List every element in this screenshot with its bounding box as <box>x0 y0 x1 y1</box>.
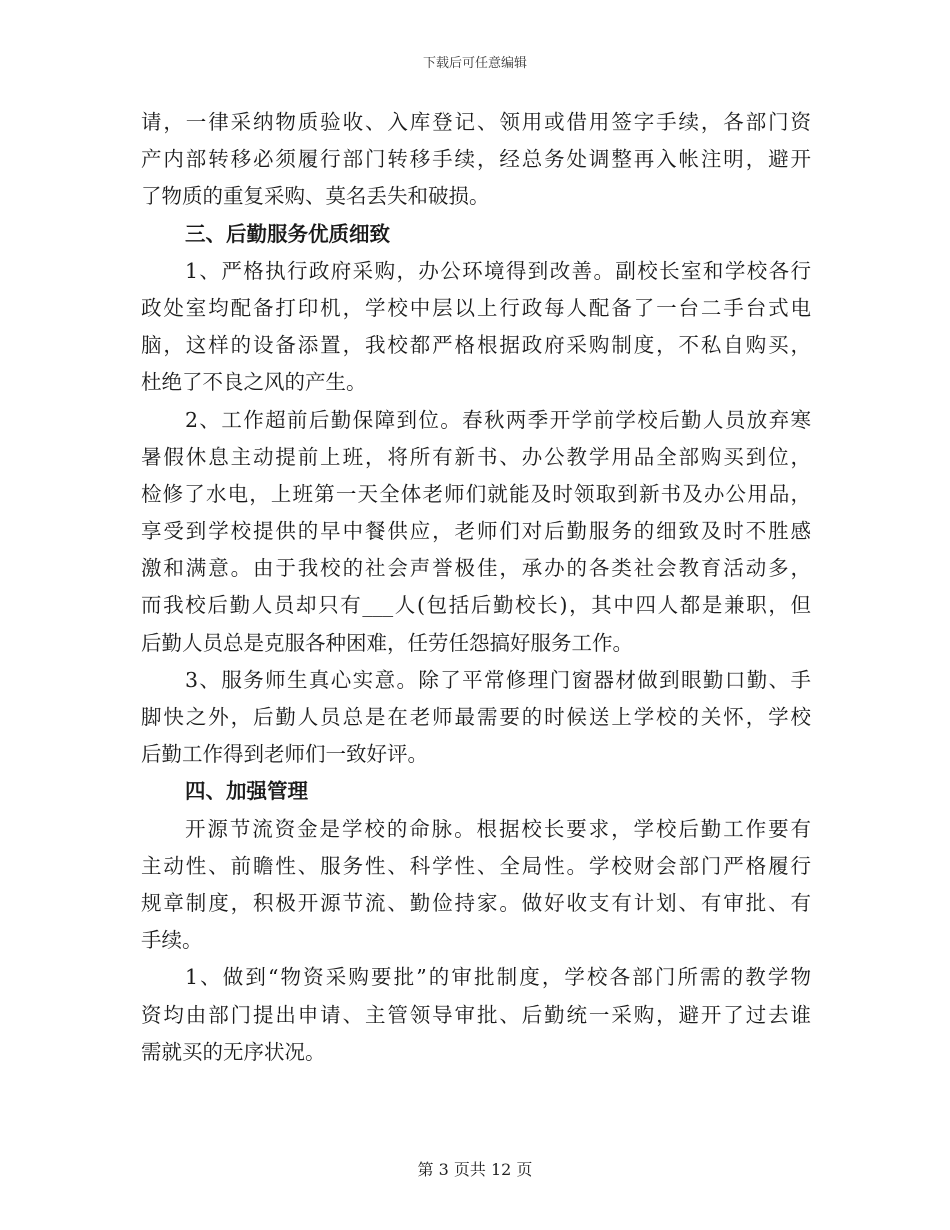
text-line: 主动性、前瞻性、服务性、科学性、全局性。学校财会部门严格履行 <box>141 853 811 878</box>
text-line: 资均由部门提出申请、主管领导审批、后勤统一采购，避开了过去谁 <box>141 1002 811 1027</box>
text-line: 杜绝了不良之风的产生。 <box>141 370 367 395</box>
text-line: 暑假休息主动提前上班，将所有新书、办公教学用品全部购买到位， <box>141 444 811 469</box>
section-heading: 三、后勤服务优质细致 <box>185 221 390 246</box>
text-line: 1、严格执行政府采购，办公环境得到改善。副校长室和学校各行 <box>185 258 811 283</box>
text-line: 脚快之外，后勤人员总是在老师最需要的时候送上学校的关怀，学校 <box>141 705 811 729</box>
text-line: 产内部转移必须履行部门转移手续，经总务处调整再入帐注明，避开 <box>141 147 811 172</box>
text-line: 3、服务师生真心实意。除了平常修理门窗器材做到眼勤口勤、手 <box>185 667 811 692</box>
text-line: 而我校后勤人员却只有___人(包括后勤校长)，其中四人都是兼职，但 <box>141 593 811 618</box>
page-footer: 第 3 页共 12 页 <box>417 1160 533 1179</box>
text-line: 脑，这样的设备添置，我校都严格根据政府采购制度，不私自购买， <box>141 333 811 358</box>
text-line: 规章制度，积极开源节流、勤俭持家。做好收支有计划、有审批、有 <box>141 890 811 915</box>
page-header: 下载后可任意编辑 <box>422 56 527 71</box>
text-line: 检修了水电，上班第一天全体老师们就能及时领取到新书及办公用品， <box>141 481 811 506</box>
text-line: 2、工作超前后勤保障到位。春秋两季开学前学校后勤人员放弃寒 <box>185 407 811 432</box>
text-line: 享受到学校提供的早中餐供应，老师们对后勤服务的细致及时不胜感 <box>141 519 811 544</box>
text-line: 开源节流资金是学校的命脉。根据校长要求，学校后勤工作要有 <box>185 816 811 841</box>
text-line: 手续。 <box>141 928 203 953</box>
text-line: 请，一律采纳物质验收、入库登记、领用或借用签字手续，各部门资 <box>141 110 811 134</box>
text-line: 了物质的重复采购、莫名丢失和破损。 <box>141 184 490 209</box>
text-line: 政处室均配备打印机，学校中层以上行政每人配备了一台二手台式电 <box>141 295 811 320</box>
text-line: 后勤工作得到老师们一致好评。 <box>141 742 428 767</box>
text-line: 后勤人员总是克服各种困难，任劳任怨搞好服务工作。 <box>141 630 633 655</box>
section-heading: 四、加强管理 <box>185 779 308 804</box>
document-body <box>141 104 811 1071</box>
text-line: 需就买的无序状况。 <box>141 1039 326 1064</box>
text-line: 1、做到“物资采购要批”的审批制度，学校各部门所需的教学物 <box>185 965 811 990</box>
text-line: 激和满意。由于我校的社会声誉极佳，承办的各类社会教育活动多， <box>141 556 811 581</box>
